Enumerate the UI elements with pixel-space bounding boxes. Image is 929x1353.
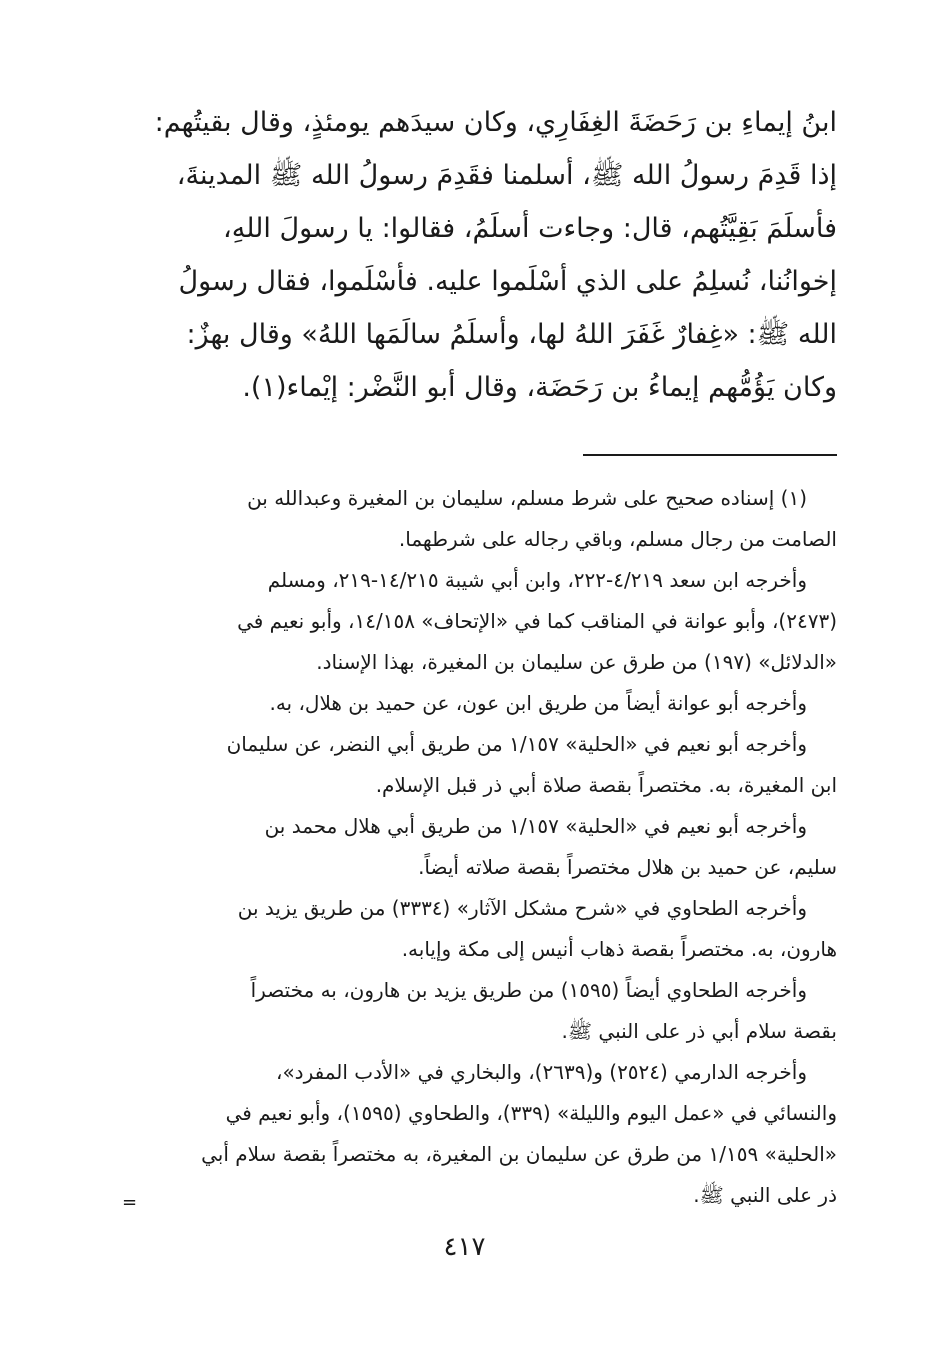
footnote-line: «الحلية» ١/١٥٩ من طرق عن سليمان بن المغيرة، به مختصراً بقصة سلام أبي [201,1142,837,1166]
footnote-line: وأخرجه أبو نعيم في «الحلية» ١/١٥٧ من طريق أبي هلال محمد بن [264,814,807,838]
footnote-line: (١) إسناده صحيح على شرط مسلم، سليمان بن المغيرة وعبدالله بن [247,486,807,510]
footnote-line: وأخرجه الطحاوي أيضاً (١٥٩٥) من طريق يزيد بن هارون، به مختصراً [250,978,807,1002]
footnote-line: بقصة سلام أبي ذر على النبي ﷺ. [561,1019,837,1043]
footnote-line: وأخرجه الدارمي (٢٥٢٤) و(٢٦٣٩)، والبخاري في «الأدب المفرد»، [275,1060,807,1084]
footnote-line: (٢٤٧٣)، وأبو عوانة في المناقب كما في «الإتحاف» ١٤/١٥٨، وأبو نعيم في [237,609,837,633]
main-text-line: فأسلَمَ بَقِيَّتُهم، قال: وجاءت أسلَمُ، فقالوا: يا رسولَ اللهِ، [223,213,837,244]
footnote-line: وأخرجه الطحاوي في «شرح مشكل الآثار» (٣٣٣٤) من طريق يزيد بن [237,896,807,920]
continuation-mark: = [122,1192,138,1213]
main-text-line: إذا قَدِمَ رسولُ الله ﷺ، أسلمنا فقَدِمَ رسولُ الله ﷺ المدينةَ، [176,160,837,191]
page-number: ٤١٧ [443,1232,486,1262]
footnote-line: وأخرجه أبو عوانة أيضاً من طريق ابن عون، عن حميد بن هلال، به. [269,691,807,715]
main-text-line: وكان يَؤُمُّهم إيماءُ بن رَحَضَة، وقال أبو النَّضْر: إيْماء(١). [242,372,837,403]
footnote-line: وأخرجه أبو نعيم في «الحلية» ١/١٥٧ من طريق أبي النضر، عن سليمان [226,732,807,756]
footnotes-block [124,478,837,1216]
footnote-line: هارون، به. مختصراً بقصة ذهاب أنيس إلى مكة وإيابه. [401,937,837,961]
main-text-line: إخوانُنا، نُسلِمُ على الذي أسْلَموا عليه. فأسْلَموا، فقال رسولُ [178,266,837,297]
footnote-line: سليم، عن حميد بن هلال مختصراً بقصة صلاته أيضاً. [418,855,837,879]
footnote-line: ذر على النبي ﷺ. [693,1183,837,1207]
footnote-line: ابن المغيرة، به. مختصراً بقصة صلاة أبي ذر قبل الإسلام. [375,773,837,797]
footnote-separator-rule [583,454,837,456]
footnote-line: والنسائي في «عمل اليوم والليلة» (٣٣٩)، والطحاوي (١٥٩٥)، وأبو نعيم في [225,1101,837,1125]
footnote-line: «الدلائل» (١٩٧) من طرق عن سليمان بن المغيرة، بهذا الإسناد. [316,650,837,674]
footnote-line: الصامت من رجال مسلم، وباقي رجاله على شرطهما. [398,527,837,551]
main-text-line: ابنُ إيماءِ بن رَحَضَةَ الغِفَارِي، وكان سيدَهم يومئذٍ، وقال بقيتُهم: [154,107,837,138]
main-text-block [120,96,837,414]
footnote-line: وأخرجه ابن سعد ٤/٢١٩-٢٢٢، وابن أبي شيبة ١٤/٢١٥-٢١٩، ومسلم [267,568,807,592]
main-text-line: الله ﷺ: «غِفارٌ غَفَرَ اللهُ لها، وأسلَمُ سالَمَها اللهُ» وقال بهزٌ: [186,319,837,350]
